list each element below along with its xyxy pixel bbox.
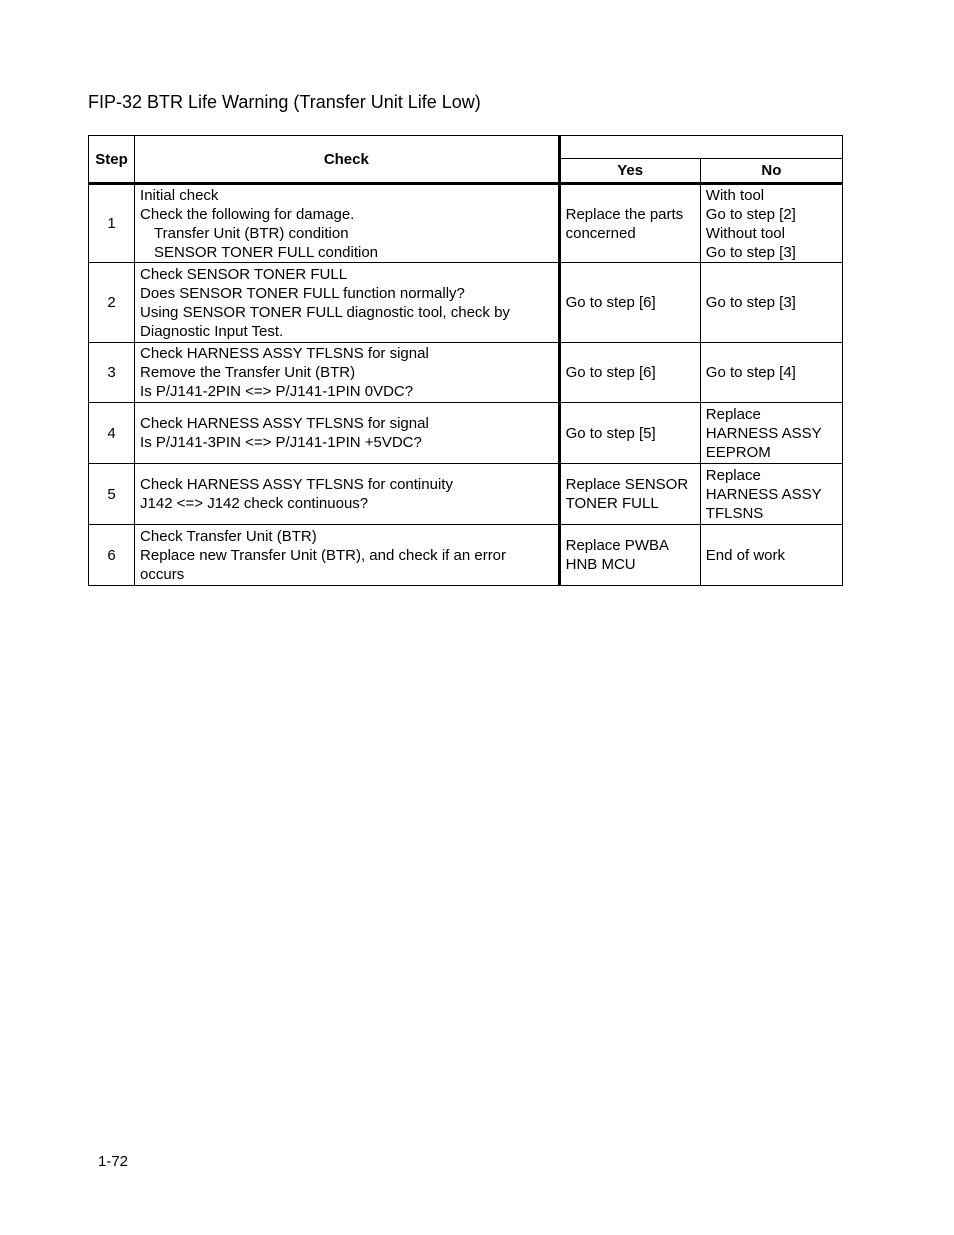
no-cell xyxy=(700,343,842,403)
yes-cell-line: Go to step [6] xyxy=(565,364,656,381)
check-cell xyxy=(135,464,560,525)
check-cell xyxy=(135,263,560,343)
no-cell-line: With tool xyxy=(705,186,765,204)
check-cell-line: Remove the Transfer Unit (BTR) xyxy=(140,364,356,381)
table-row xyxy=(89,464,843,525)
fip-table xyxy=(88,135,843,586)
no-cell-line: Go to step [4] xyxy=(705,364,796,381)
table-row xyxy=(89,403,843,464)
table-row xyxy=(89,184,843,263)
no-cell-line: Replace xyxy=(705,405,761,423)
no-cell xyxy=(700,464,842,525)
check-cell-line: Check the following for damage. xyxy=(140,205,355,223)
table-row xyxy=(89,525,843,586)
yes-cell xyxy=(559,403,700,464)
no-cell-line: Replace xyxy=(705,466,761,484)
yes-cell xyxy=(559,184,700,263)
no-cell-line: Without tool xyxy=(705,224,785,242)
check-cell-line: SENSOR TONER FULL condition xyxy=(154,243,379,261)
check-cell-line: Using SENSOR TONER FULL diagnostic tool, check by xyxy=(140,303,510,321)
no-cell-line: TFLSNS xyxy=(705,504,764,522)
check-cell-line: J142 <=> J142 check continuous? xyxy=(140,495,369,512)
page-number: 1-72 xyxy=(98,1153,129,1170)
yes-cell xyxy=(559,464,700,525)
header-no: No xyxy=(700,159,842,184)
yes-cell-line: Go to step [5] xyxy=(565,424,656,442)
check-cell-line: Is P/J141-2PIN <=> P/J141-1PIN 0VDC? xyxy=(140,383,414,400)
check-cell-line: Diagnostic Input Test. xyxy=(140,322,284,340)
no-cell-line: End of work xyxy=(705,546,785,564)
no-cell xyxy=(700,525,842,586)
page-title: FIP-32 BTR Life Warning (Transfer Unit Life Low) xyxy=(88,92,481,112)
check-cell-line: Transfer Unit (BTR) condition xyxy=(154,224,349,242)
yes-cell-line: Replace SENSOR xyxy=(565,476,689,493)
table-row xyxy=(89,343,843,403)
fip-table-body xyxy=(89,184,843,586)
table-row xyxy=(89,263,843,343)
no-cell-line: HARNESS ASSY xyxy=(705,424,822,442)
yes-cell-line: concerned xyxy=(565,224,636,242)
yes-cell-line: HNB MCU xyxy=(565,556,636,573)
header-result-group xyxy=(559,136,842,159)
step-cell: 3 xyxy=(89,343,135,403)
check-cell xyxy=(135,403,560,464)
no-cell xyxy=(700,184,842,263)
no-cell-line: Go to step [3] xyxy=(705,294,796,311)
yes-cell-line: Go to step [6] xyxy=(565,294,656,311)
header-step: Step xyxy=(89,136,135,184)
header-check: Check xyxy=(135,136,560,184)
check-cell xyxy=(135,184,560,263)
check-cell-line: Does SENSOR TONER FULL function normally? xyxy=(140,284,465,302)
header-yes: Yes xyxy=(559,159,700,184)
yes-cell xyxy=(559,525,700,586)
step-cell: 6 xyxy=(89,525,135,586)
check-cell-line: Check SENSOR TONER FULL xyxy=(140,265,348,283)
step-cell: 2 xyxy=(89,263,135,343)
yes-cell-line: Replace PWBA xyxy=(565,537,669,554)
step-cell: 1 xyxy=(89,184,135,263)
yes-cell xyxy=(559,263,700,343)
no-cell-line: HARNESS ASSY xyxy=(705,485,822,503)
check-cell-line: Check HARNESS ASSY TFLSNS for signal xyxy=(140,415,429,432)
check-cell-line: occurs xyxy=(140,565,185,583)
check-cell xyxy=(135,343,560,403)
check-cell-line: Initial check xyxy=(140,186,219,204)
step-cell: 5 xyxy=(89,464,135,525)
check-cell-line: Check Transfer Unit (BTR) xyxy=(140,527,317,545)
check-cell xyxy=(135,525,560,586)
yes-cell-line: TONER FULL xyxy=(565,495,659,512)
check-cell-line: Check HARNESS ASSY TFLSNS for signal xyxy=(140,345,429,362)
no-cell-line: Go to step [2] xyxy=(705,205,796,223)
yes-cell-line: Replace the parts xyxy=(565,205,684,223)
check-cell-line: Is P/J141-3PIN <=> P/J141-1PIN +5VDC? xyxy=(140,434,422,451)
check-cell-line: Check HARNESS ASSY TFLSNS for continuity xyxy=(140,476,453,493)
step-cell: 4 xyxy=(89,403,135,464)
check-cell-line: Replace new Transfer Unit (BTR), and check if an error xyxy=(140,546,507,564)
yes-cell xyxy=(559,343,700,403)
no-cell xyxy=(700,263,842,343)
no-cell xyxy=(700,403,842,464)
no-cell-line: EEPROM xyxy=(705,443,771,461)
no-cell-line: Go to step [3] xyxy=(705,243,796,261)
